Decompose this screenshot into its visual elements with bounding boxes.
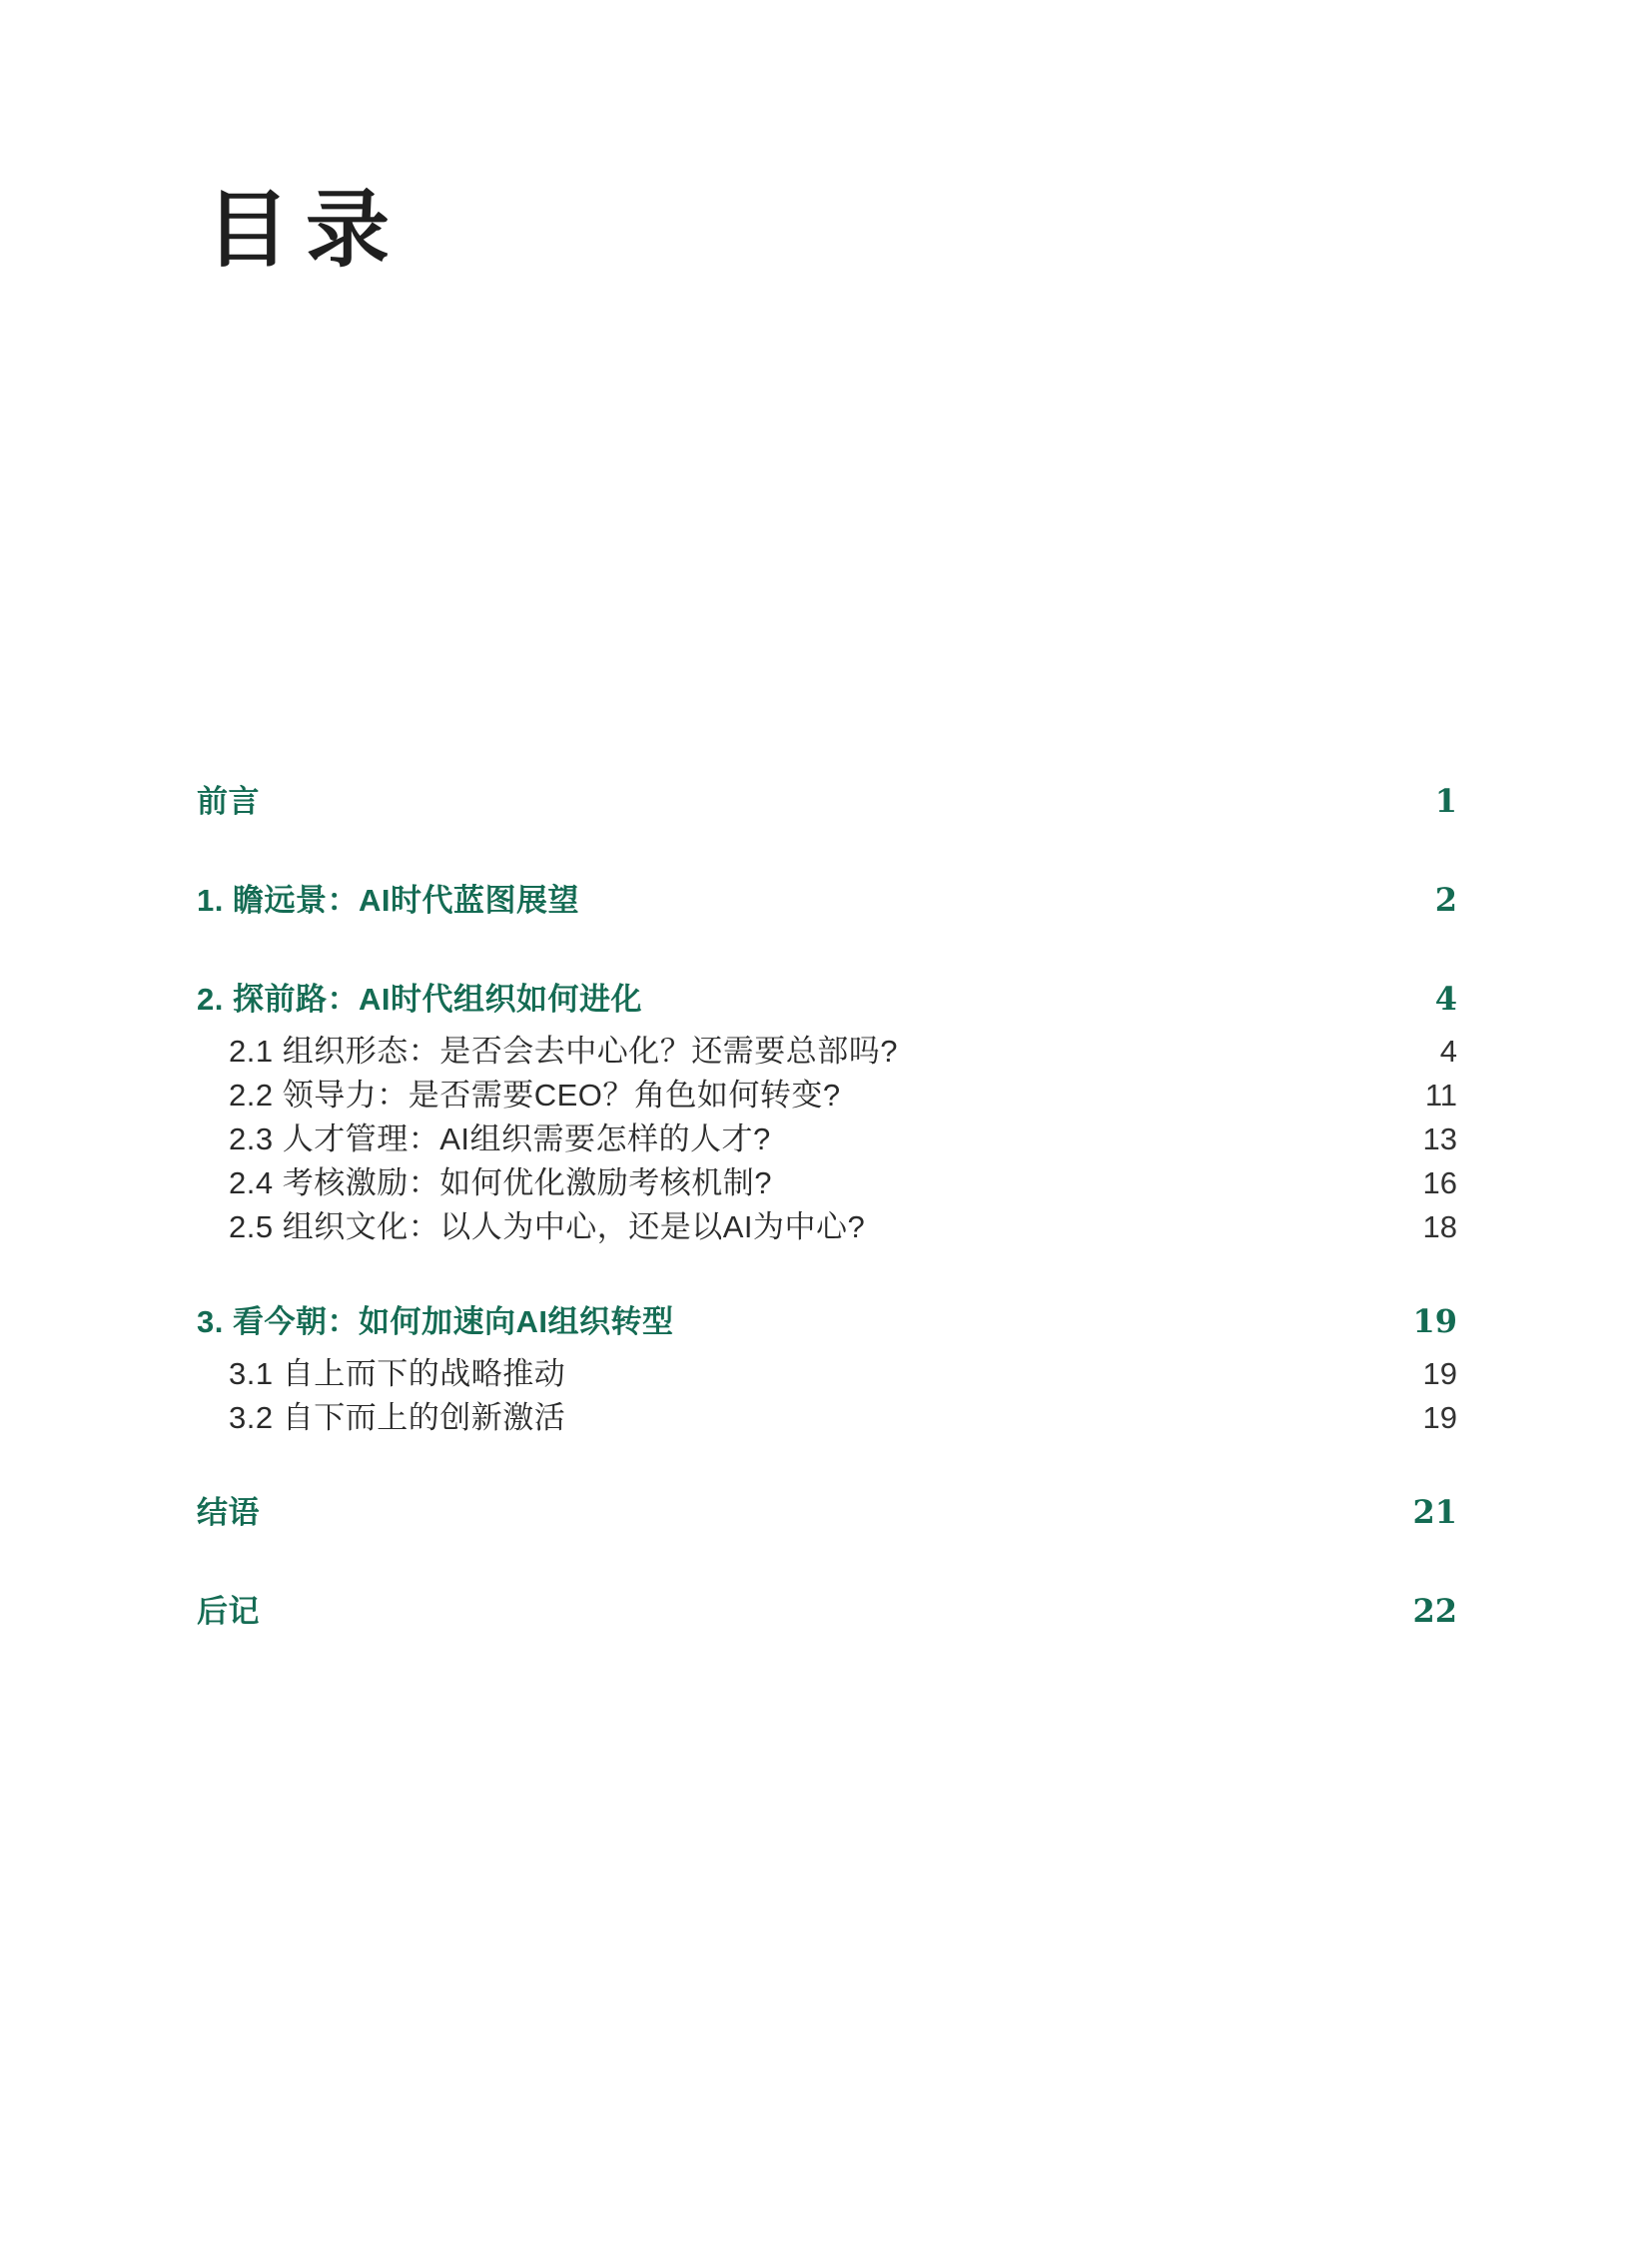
toc-entry	[197, 1036, 1457, 1068]
toc-entry-page: 2	[1434, 881, 1457, 919]
toc-entry-page: 19	[1422, 1356, 1457, 1391]
toc-entry	[197, 782, 1457, 820]
toc-entry-label: 结语	[197, 1495, 260, 1530]
toc-entry-label: 3.1 自上而下的战略推动	[229, 1356, 566, 1391]
toc-entry	[197, 1493, 1457, 1531]
toc-entry-label: 2. 探前路：AI时代组织如何进化	[197, 982, 642, 1017]
table-of-contents	[197, 782, 1457, 1630]
toc-entry	[197, 1302, 1457, 1340]
toc-entry-label: 3.2 自下而上的创新激活	[229, 1400, 566, 1435]
page-title: 目录	[206, 180, 407, 279]
toc-entry	[197, 980, 1457, 1018]
toc-entry-page: 19	[1422, 1400, 1457, 1435]
toc-entry-page: 18	[1422, 1209, 1457, 1244]
toc-entry-page: 4	[1434, 980, 1457, 1018]
toc-entry-page: 21	[1412, 1493, 1457, 1531]
toc-entry	[197, 1123, 1457, 1155]
toc-entry	[197, 1358, 1457, 1390]
toc-entry	[197, 1592, 1457, 1630]
toc-entry-label: 3. 看今朝：如何加速向AI组织转型	[197, 1304, 674, 1339]
toc-entry-page: 4	[1439, 1034, 1457, 1069]
toc-entry-label: 2.5 组织文化：以人为中心，还是以AI为中心?	[229, 1209, 866, 1244]
toc-entry	[197, 1402, 1457, 1434]
toc-entry-page: 19	[1412, 1302, 1457, 1340]
toc-entry-page: 1	[1434, 782, 1457, 820]
toc-entry-page: 11	[1424, 1078, 1457, 1113]
toc-entry-label: 2.3 人才管理：AI组织需要怎样的人才?	[229, 1121, 771, 1156]
toc-entry-label: 2.4 考核激励：如何优化激励考核机制?	[229, 1165, 772, 1200]
toc-entry-label: 2.1 组织形态：是否会去中心化？还需要总部吗?	[229, 1034, 898, 1069]
toc-entry	[197, 1211, 1457, 1243]
toc-entry	[197, 1167, 1457, 1199]
toc-entry-label: 后记	[197, 1594, 260, 1629]
toc-entry-page: 16	[1422, 1165, 1457, 1200]
toc-entry-label: 2.2 领导力：是否需要CEO？角色如何转变?	[229, 1078, 841, 1113]
toc-entry-label: 前言	[197, 784, 260, 819]
toc-entry-page: 13	[1422, 1121, 1457, 1156]
toc-entry-label: 1. 瞻远景：AI时代蓝图展望	[197, 883, 579, 918]
toc-entry	[197, 1080, 1457, 1112]
toc-entry	[197, 881, 1457, 919]
toc-entry-page: 22	[1412, 1592, 1457, 1630]
